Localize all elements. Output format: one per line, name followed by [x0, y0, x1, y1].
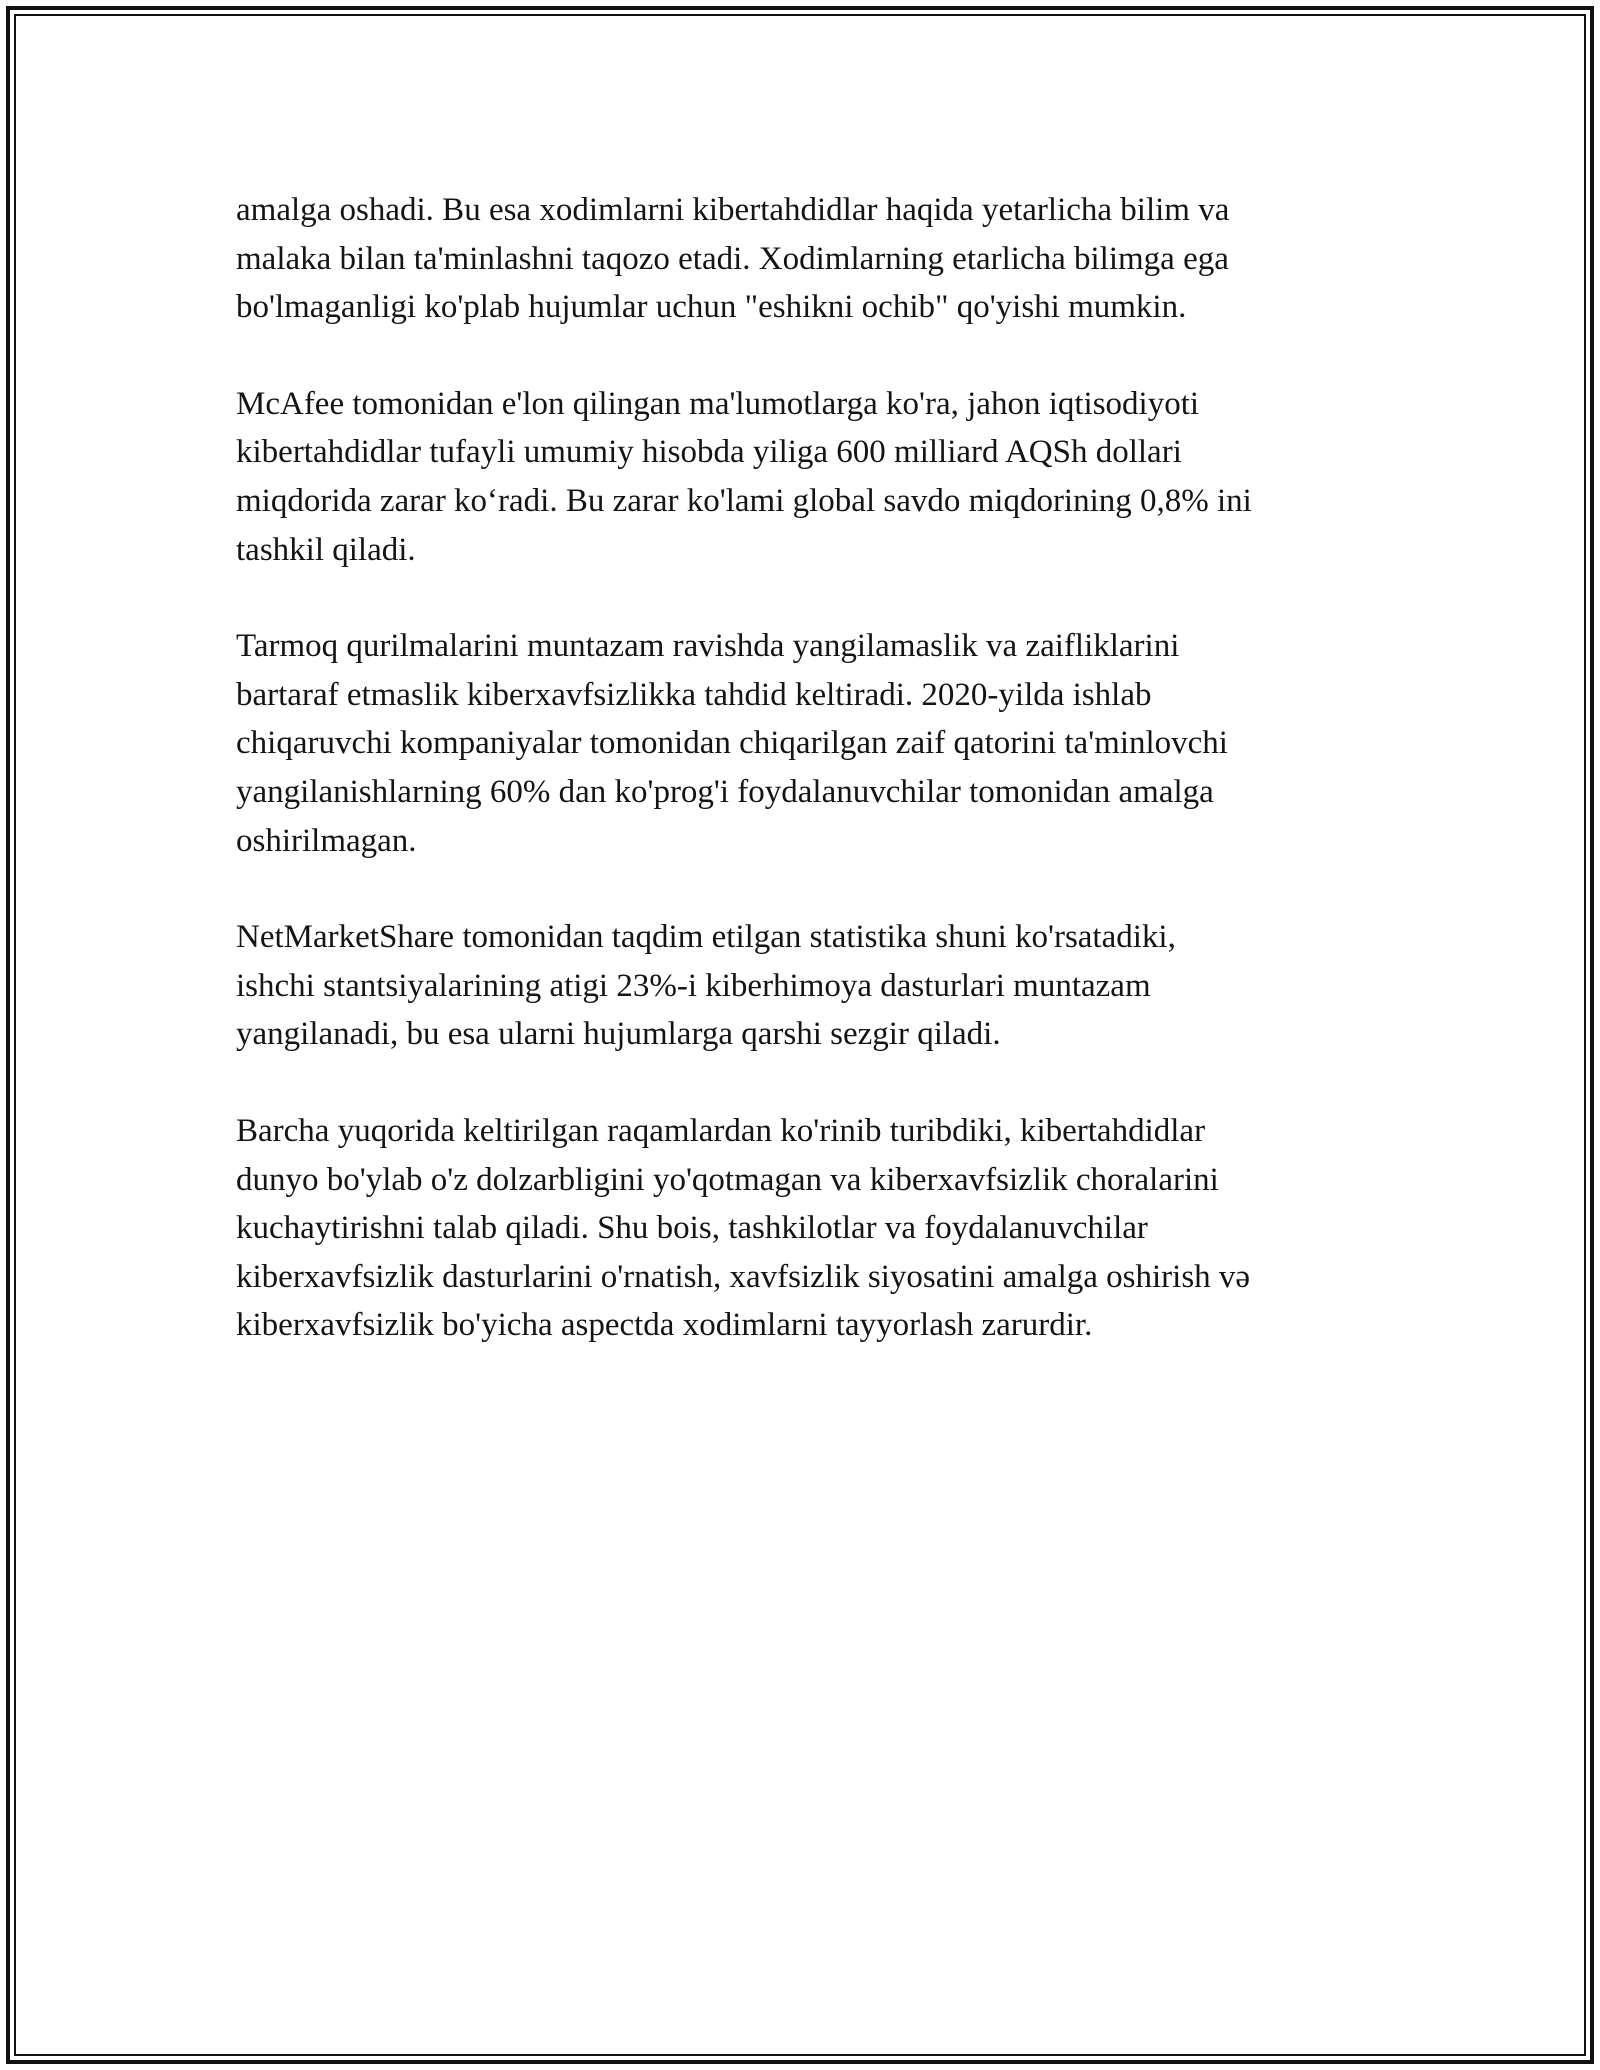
paragraph-conclusion — [236, 1107, 1386, 1350]
text-line: kibertahdidlar tufayli umumiy hisobda yiliga 600 milliard AQSh dollari — [236, 434, 1182, 471]
text-line: dunyo bo'ylab o'z dolzarbligini yo'qotmagan va kiberxavfsizlik choralarini — [236, 1161, 1219, 1198]
text-line: malaka bilan ta'minlashni taqozo etadi. Xodimlarning etarlicha bilimga ega — [236, 240, 1229, 277]
paragraph-device-updates — [236, 622, 1386, 865]
text-line: kiberxavfsizlik bo'yicha aspectda xodimlarni tayyorlash zarurdir. — [236, 1307, 1093, 1344]
text-line: chiqaruvchi kompaniyalar tomonidan chiqarilgan zaif qatorini ta'minlovchi — [236, 725, 1228, 762]
text-line: amalga oshadi. Bu esa xodimlarni kibertahdidlar haqida yetarlicha bilim va — [236, 192, 1230, 228]
text-line: Tarmoq qurilmalarini muntazam ravishda yangilamaslik va zaifliklarini — [236, 628, 1180, 665]
text-line: Barcha yuqorida keltirilgan raqamlardan ko'rinib turibdiki, kibertahdidlar — [236, 1112, 1206, 1149]
paragraph-netmarketshare — [236, 913, 1386, 1059]
text-line: McAfee tomonidan e'lon qilingan ma'lumotlarga ko'ra, jahon iqtisodiyoti — [236, 385, 1200, 422]
text-line: miqdorida zarar ko‘radi. Bu zarar ko'lami global savdo miqdorining 0,8% ini — [236, 482, 1252, 519]
text-line: bo'lmaganligi ko'plab hujumlar uchun "eshikni ochib" qo'yishi mumkin. — [236, 289, 1187, 326]
text-line: tashkil qiladi. — [236, 531, 416, 568]
text-line: bartaraf etmaslik kiberxavfsizlikka tahdid keltiradi. 2020-yilda ishlab — [236, 676, 1152, 713]
text-line: kuchaytirishni talab qiladi. Shu bois, tashkilotlar va foydalanuvchilar — [236, 1210, 1148, 1247]
document-body — [236, 186, 1386, 1398]
text-line: kiberxavfsizlik dasturlarini o'rnatish, xavfsizlik siyosatini amalga oshirish və — [236, 1258, 1251, 1295]
text-line: yangilanadi, bu esa ularni hujumlarga qarshi sezgir qiladi. — [236, 1016, 1001, 1053]
text-line: yangilanishlarning 60% dan ko'prog'i foydalanuvchilar tomonidan amalga — [236, 773, 1214, 810]
text-line: oshirilmagan. — [236, 822, 417, 859]
paragraph-staff-knowledge — [236, 186, 1386, 332]
text-line: NetMarketShare tomonidan taqdim etilgan statistika shuni ko'rsatadiki, — [236, 919, 1176, 956]
text-line: ishchi stantsiyalarining atigi 23%-i kiberhimoya dasturlari muntazam — [236, 967, 1151, 1004]
paragraph-mcafee-losses — [236, 380, 1386, 574]
